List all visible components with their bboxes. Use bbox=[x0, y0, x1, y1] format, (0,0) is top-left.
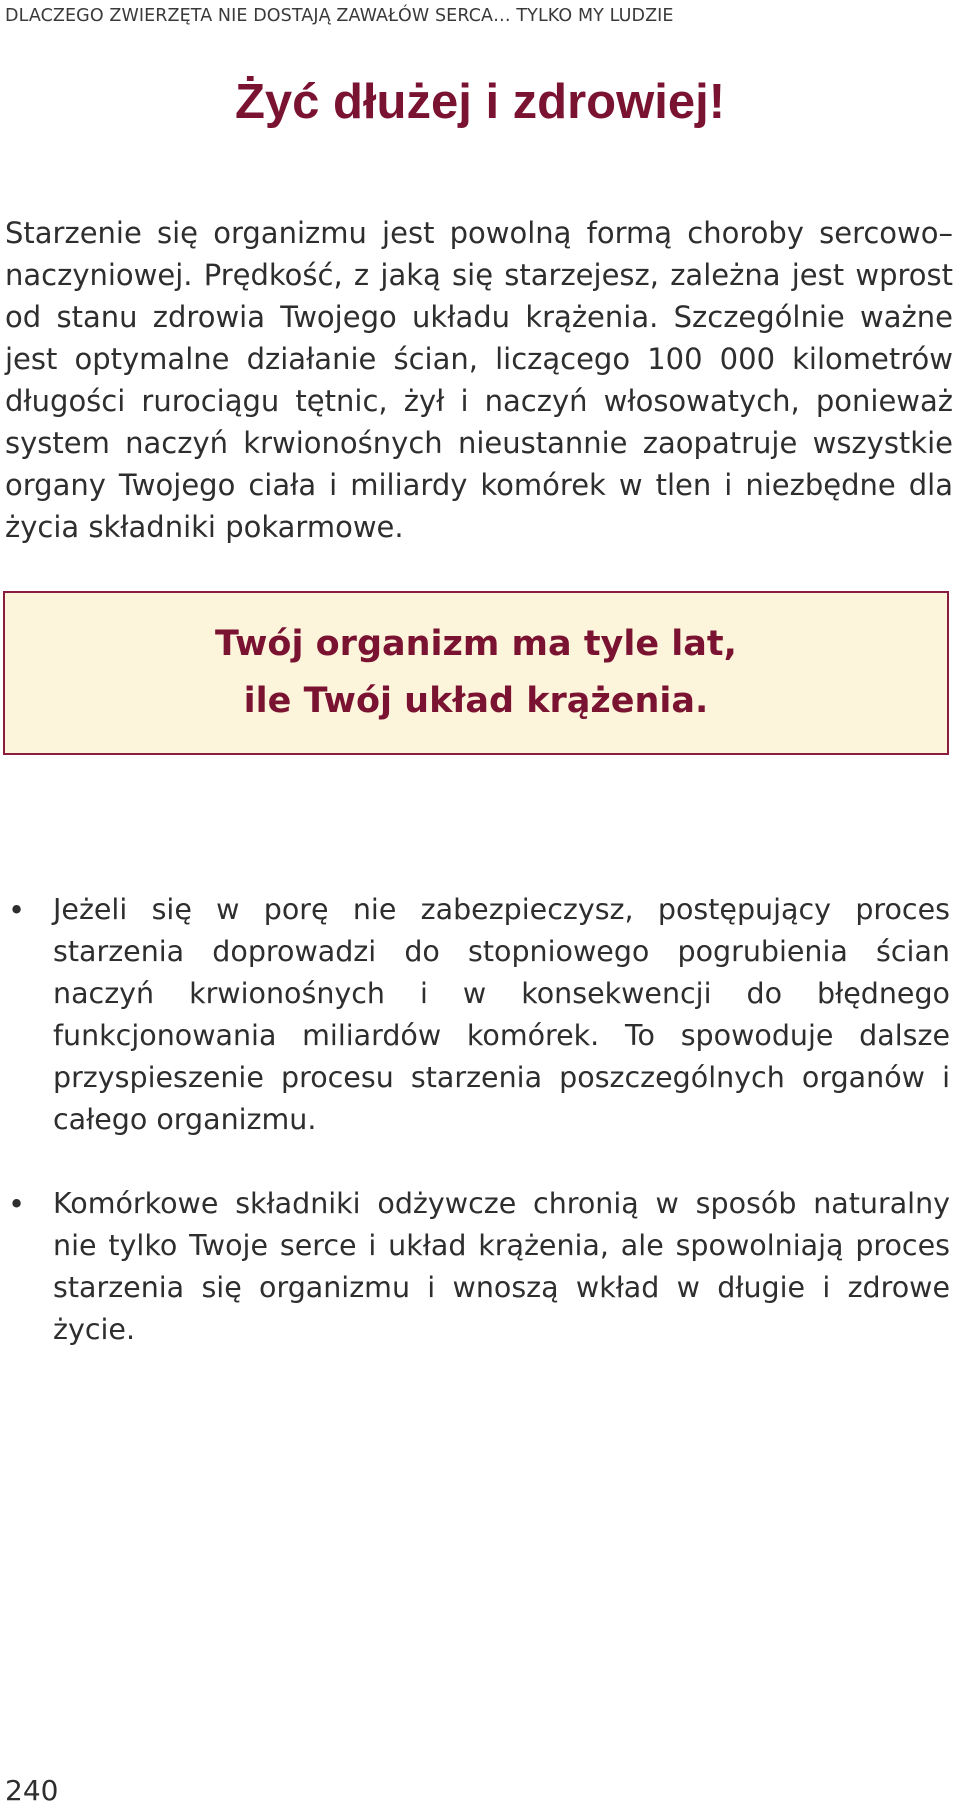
bullet-icon: • bbox=[8, 1187, 26, 1221]
page-number: 240 bbox=[5, 1774, 59, 1807]
list-item bbox=[5, 889, 950, 1141]
list-item bbox=[5, 1183, 950, 1351]
intro-paragraph: Starzenie się organizmu jest powolną formą choroby sercowo–naczyniowej. Prędkość, z jaką się starzejesz, zależna jest wprost od stanu zdrowia Twojego układu krążenia. Szczególnie ważne jest optymalne działanie ścian, liczącego 100 000 kilometrów długości rurociągu tętnic, żył i naczyń włosowatych, ponieważ system naczyń krwionośnych nieustannie zaopatruje wszystkie organy Twojego ciała i miliardy komórek w tlen i niezbędne dla życia składniki pokarmowe. bbox=[5, 216, 953, 544]
highlight-line-1: Twój organizm ma tyle lat, bbox=[215, 624, 737, 664]
bullet-list bbox=[5, 889, 950, 1393]
bullet-icon: • bbox=[8, 893, 26, 927]
page-title: Żyć dłużej i zdrowiej! bbox=[234, 75, 726, 129]
bullet-text: Komórkowe składniki odżywcze chronią w sposób naturalny nie tylko Twoje serce i układ krążenia, ale spowolniają proces starzenia się organizmu i wnoszą wkład w długie i zdrowe życie. bbox=[53, 1187, 950, 1346]
highlight-box bbox=[3, 591, 949, 755]
highlight-line-2: ile Twój układ krążenia. bbox=[243, 681, 709, 721]
running-header: DLACZEGO ZWIERZĘTA NIE DOSTAJĄ ZAWAŁÓW SERCA… TYLKO MY LUDZIE bbox=[5, 6, 674, 26]
bullet-text: Jeżeli się w porę nie zabezpieczysz, postępujący proces starzenia doprowadzi do stopniowego pogrubienia ścian naczyń krwionośnych i w konsekwencji do błędnego funkcjonowania miliardów komórek. To spowoduje dalsze przyspieszenie procesu starzenia poszczególnych organów i całego organizmu. bbox=[53, 893, 950, 1136]
